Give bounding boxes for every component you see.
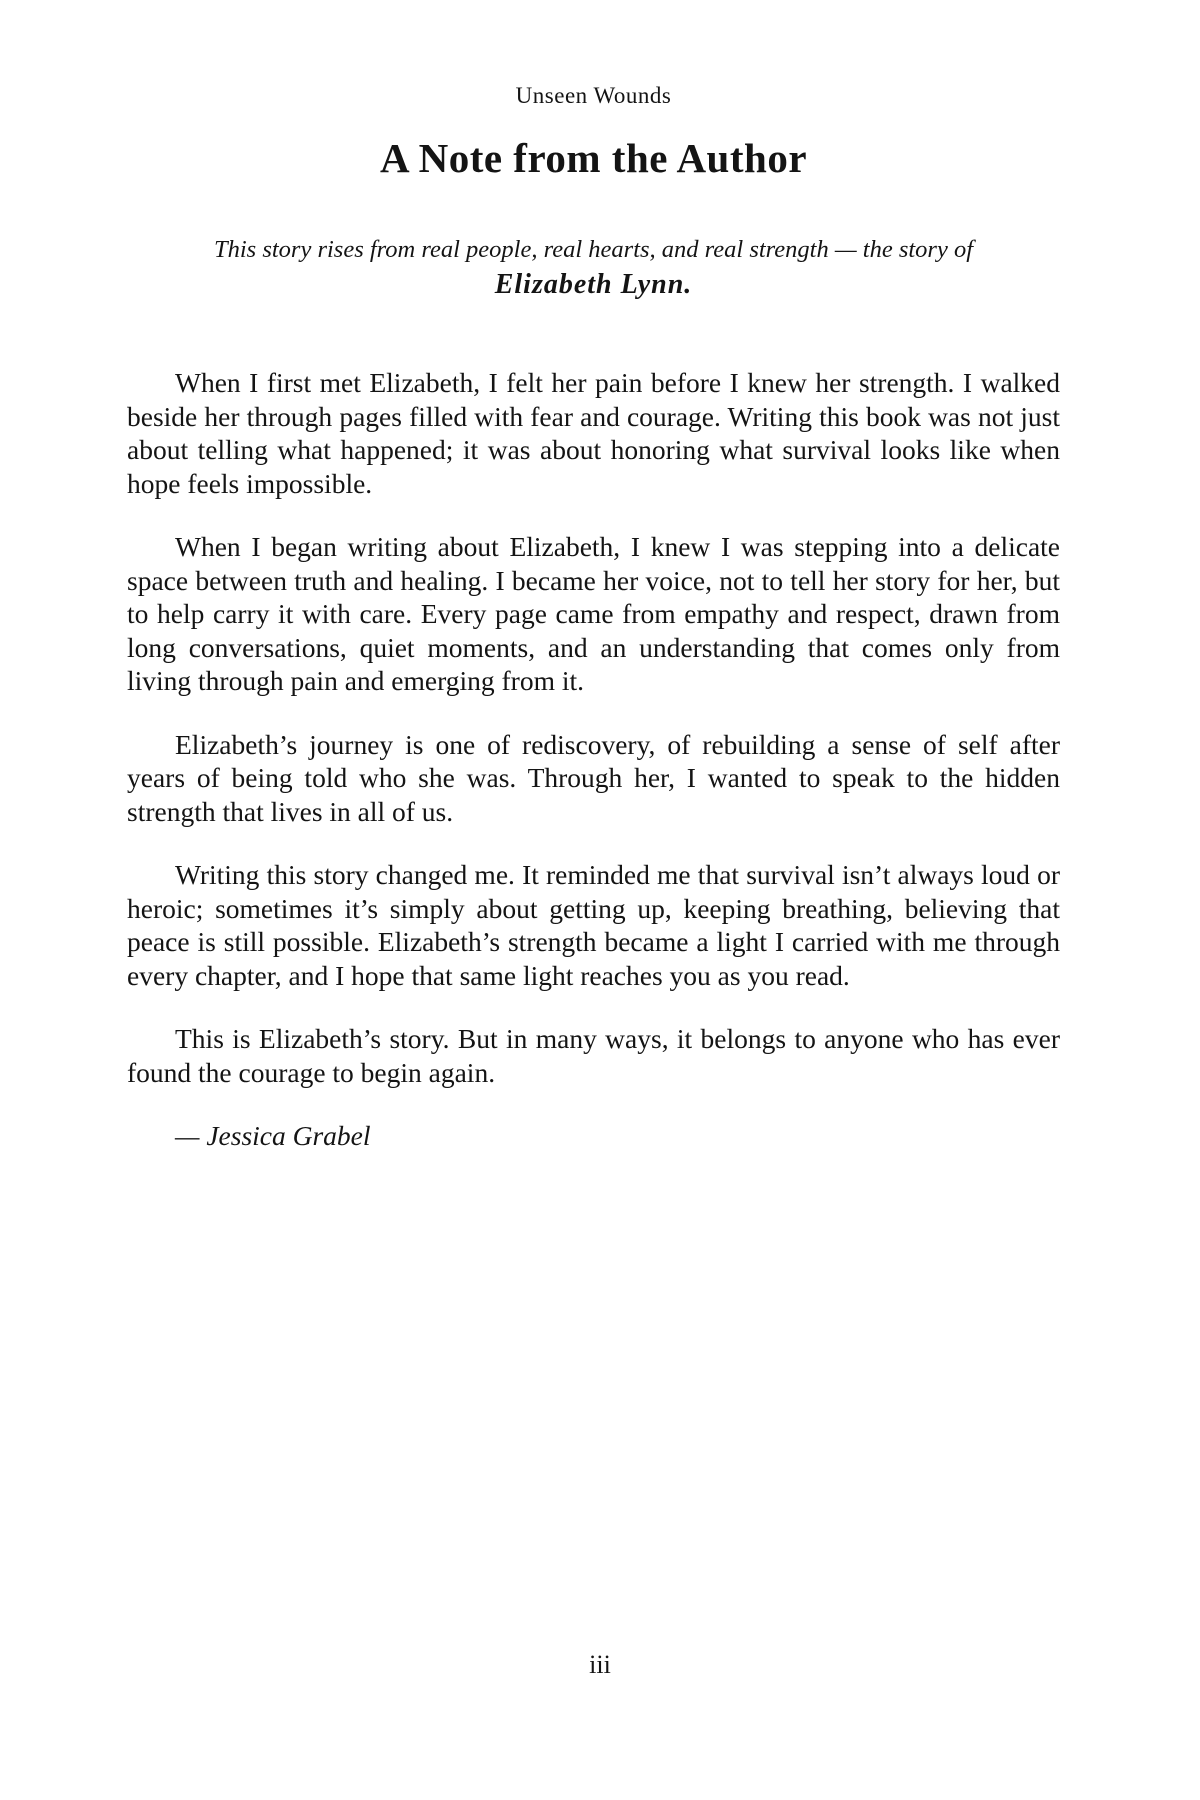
page-number: iii xyxy=(589,1650,611,1679)
author-note-paragraph-1: When I first met Elizabeth, I felt her pain before I knew her strength. I walked beside her through pages filled with fear and courage. Writing this book was not just about telling what happened; it was about honoring what survival looks like when hope feels impossible. xyxy=(127,367,1060,499)
author-note-paragraph-5: This is Elizabeth’s story. But in many ways, it belongs to anyone who has ever found the courage to begin again. xyxy=(127,1023,1060,1088)
running-header: Unseen Wounds xyxy=(515,83,672,108)
epigraph-subject-name: Elizabeth Lynn. xyxy=(494,269,693,300)
author-note-paragraph-3: Elizabeth’s journey is one of rediscovery, of rebuilding a sense of self after years of being told who she was. Through her, I wanted to speak to the hidden strength that lives in all of us. xyxy=(127,728,1060,827)
epigraph xyxy=(127,233,1060,302)
epigraph-line: This story rises from real people, real hearts, and real strength — the story of xyxy=(213,236,974,263)
page-title: A Note from the Author xyxy=(379,135,808,181)
author-note-paragraph-2: When I began writing about Elizabeth, I knew I was stepping into a delicate space between truth and healing. I became her voice, not to tell her story for her, but to help carry it with care. Every page came from empathy and respect, drawn from long conversations, quiet moments, and an understanding that comes only from living through pain and emerging from it. xyxy=(127,531,1060,696)
author-note-paragraph-4: Writing this story changed me. It reminded me that survival isn’t always loud or heroic; sometimes it’s simply about getting up, keeping breathing, believing that peace is still possible. Elizabeth’s strength became a light I carried with me through every chapter, and I hope that same light reaches you as you read. xyxy=(127,859,1060,991)
author-note-body xyxy=(127,366,1060,1153)
author-signature: — Jessica Grabel xyxy=(175,1120,371,1151)
